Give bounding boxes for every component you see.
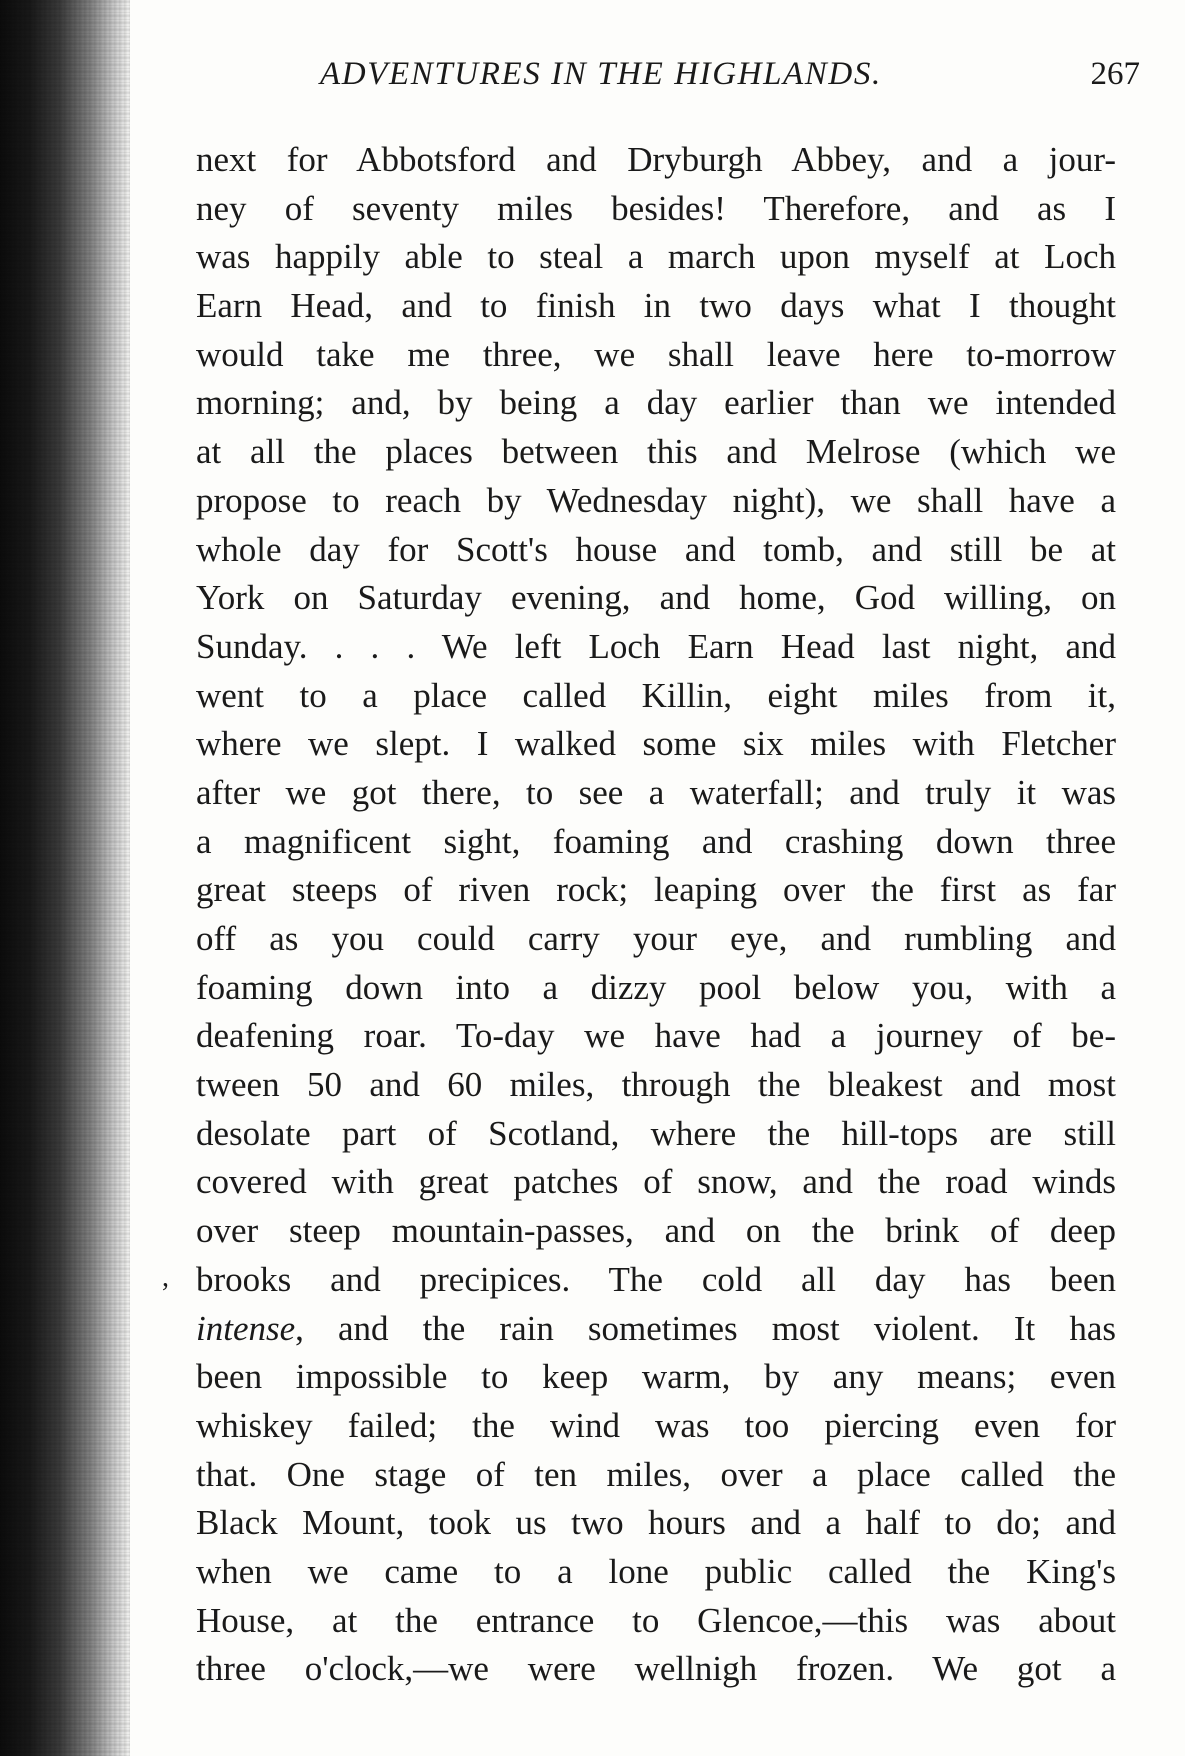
body-text: [196, 136, 1116, 1694]
text-line: foaming down into a dizzy pool below you, with a: [196, 967, 1116, 1007]
text-line: York on Saturday evening, and home, God willing, on: [196, 578, 1116, 618]
text-line-rest: , and the rain sometimes most violent. It has: [295, 1308, 1116, 1348]
text-line: desolate part of Scotland, where the hill-tops are still: [196, 1113, 1116, 1153]
text-line: at all the places between this and Melrose (which we: [196, 432, 1116, 472]
text-line: when we came to a lone public called the King's: [196, 1551, 1116, 1591]
text-line: been impossible to keep warm, by any means; even: [196, 1357, 1116, 1397]
text-line: Earn Head, and to finish in two days what I thought: [196, 286, 1116, 326]
text-line: off as you could carry your eye, and rumbling and: [196, 919, 1116, 958]
text-line: over steep mountain-passes, and on the brink of deep: [196, 1211, 1116, 1251]
text-line: ney of seventy miles besides! Therefore, and as I: [196, 188, 1116, 228]
text-line: went to a place called Killin, eight miles from it,: [196, 675, 1116, 715]
text-line: Black Mount, took us two hours and a half to do; and: [196, 1503, 1116, 1543]
text-line: whiskey failed; the wind was too piercing even for: [196, 1405, 1116, 1445]
text-line: deafening roar. To-day we have had a journey of be-: [196, 1016, 1116, 1056]
text-line: Sunday. . . . We left Loch Earn Head last night, and: [196, 626, 1116, 666]
italic-word: intense: [196, 1308, 296, 1348]
text-line: three o'clock,—we were wellnigh frozen. We got a: [196, 1649, 1116, 1689]
text-line: next for Abbotsford and Dryburgh Abbey, and a jour-: [196, 140, 1116, 179]
text-line-with-italic: [196, 1305, 1116, 1354]
text-line: great steeps of riven rock; leaping over the first as far: [196, 870, 1116, 910]
text-line: that. One stage of ten miles, over a place called the: [196, 1454, 1116, 1494]
text-line: whole day for Scott's house and tomb, and still be at: [196, 529, 1116, 569]
text-line: covered with great patches of snow, and the road winds: [196, 1162, 1116, 1202]
text-line: would take me three, we shall leave here to-morrow: [196, 334, 1116, 374]
text-line: House, at the entrance to Glencoe,—this was about: [196, 1600, 1116, 1640]
running-title: ADVENTURES IN THE HIGHLANDS.: [320, 56, 882, 92]
text-line: propose to reach by Wednesday night), we shall have a: [196, 480, 1116, 520]
text-line: tween 50 and 60 miles, through the bleakest and most: [196, 1065, 1116, 1105]
text-line: morning; and, by being a day earlier than we intended: [196, 383, 1116, 423]
text-line: after we got there, to see a waterfall; and truly it was: [196, 772, 1116, 812]
page-header: [200, 56, 1140, 106]
text-line: a magnificent sight, foaming and crashing down three: [196, 821, 1116, 861]
margin-mark: ,: [162, 1262, 169, 1293]
text-line: where we slept. I walked some six miles with Fletcher: [196, 724, 1116, 764]
text-line: brooks and precipices. The cold all day has been: [196, 1259, 1116, 1299]
binding-gutter-shadow: [0, 0, 130, 1756]
text-line: was happily able to steal a march upon myself at Loch: [196, 237, 1116, 277]
page-number: 267: [1090, 56, 1140, 92]
